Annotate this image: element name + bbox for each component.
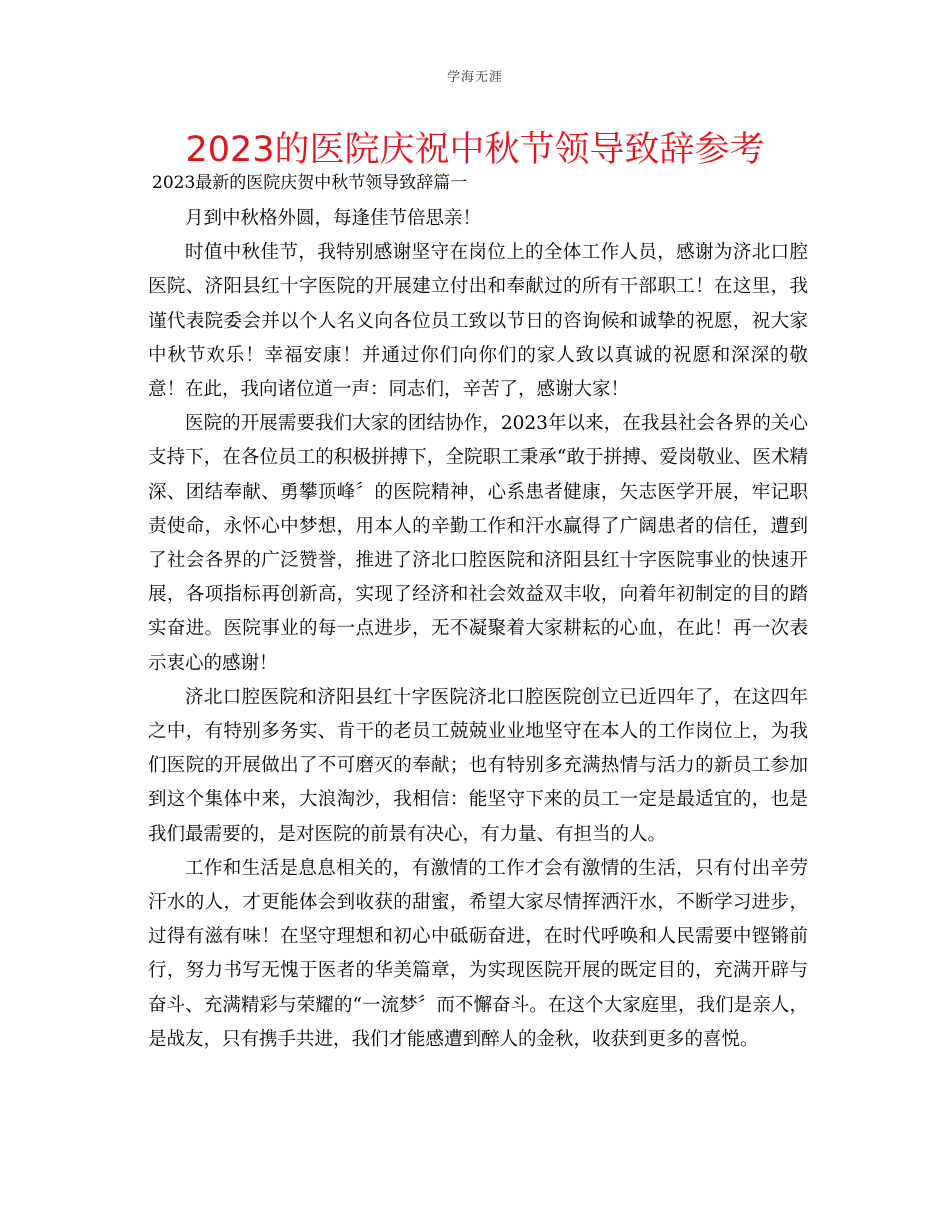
document-title: 2023的医院庆祝中秋节领导致辞参考 <box>185 130 765 170</box>
page-header: 学海无涯 <box>446 70 503 85</box>
paragraph-1: 月到中秋格外圆，每逢佳节倍思亲！ <box>185 208 482 229</box>
document-subtitle: 2023最新的医院庆贺中秋节领导致辞篇一 <box>152 173 468 193</box>
paragraph-2: 时值中秋佳节，我特别感谢坚守在岗位上的全体工作人员，感谢为济北口腔医院、济阳县红十字医院的开展建立付出和奉献过的所有干部职工！在这里，我谨代表院委会并以个人名义向各位员工致以节日的咨询候和诚挚的祝愿，祝大家中秋节欢乐！幸福安康！并通过你们向你们的家人致以真诚的祝愿和深深的敬意！在此，我向诸位道一声：同志们，辛苦了，感谢大家！ <box>148 242 808 401</box>
paragraph-5: 工作和生活是息息相关的，有激情的工作才会有激情的生活，只有付出辛劳汗水的人，才更能体会到收获的甜蜜，希望大家尽情挥洒汗水，不断学习进步，过得有滋有味！在坚守理想和初心中砥砺奋进，在时代呼唤和人民需要中铿锵前行，努力书写无愧于医者的华美篇章，为实现医院开展的既定目的，充满开辟与奋斗、充满精彩与荣耀的“一流梦〞而不懈奋斗。在这个大家庭里，我们是亲人，是战友，只有携手共进，我们才能感遭到醉人的金秋，收获到更多的喜悦。 <box>148 857 808 1050</box>
paragraph-3: 医院的开展需要我们大家的团结协作，2023年以来，在我县社会各界的关心支持下，在各位员工的积极拼搏下，全院职工秉承“敢于拼搏、爱岗敬业、医术精深、团结奉献、勇攀顶峰〞的医院精神，心系患者健康，矢志医学开展，牢记职责使命，永怀心中梦想，用本人的辛勤工作和汗水赢得了广阔患者的信任，遭到了社会各界的广泛赞誉，推进了济北口腔医院和济阳县红十字医院事业的快速开展，各项指标再创新高，实现了经济和社会效益双丰收，向着年初制定的目的踏实奋进。医院事业的每一点进步，无不凝聚着大家耕耘的心血，在此！再一次表示衷心的感谢！ <box>148 413 808 674</box>
paragraph-4: 济北口腔医院和济阳县红十字医院济北口腔医院创立已近四年了，在这四年之中，有特别多务实、肯干的老员工兢兢业业地坚守在本人的工作岗位上，为我们医院的开展做出了不可磨灭的奉献；也有特别多充满热情与活力的新员工参加到这个集体中来，大浪淘沙，我相信：能坚守下来的员工一定是最适宜的，也是我们最需要的，是对医院的前景有决心，有力量、有担当的人。 <box>148 686 808 845</box>
document-body <box>148 166 808 1057</box>
